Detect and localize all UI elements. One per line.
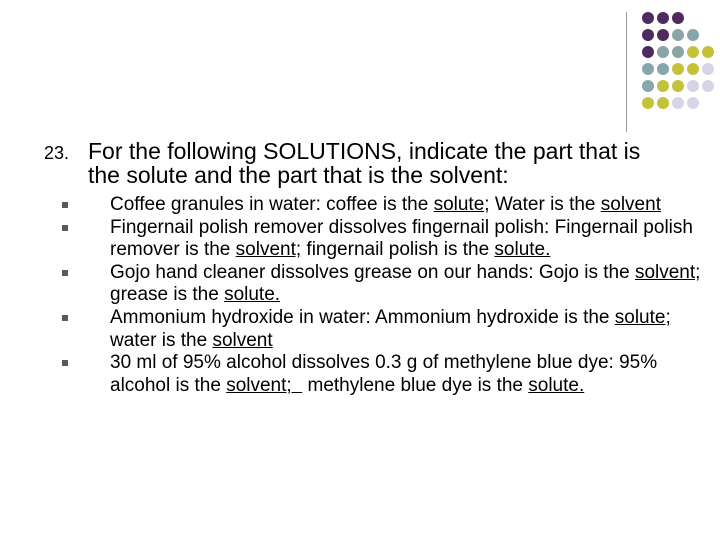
underlined-answer: solute. — [224, 284, 281, 306]
decor-dot — [672, 63, 684, 75]
decor-dot — [687, 46, 699, 58]
decor-dot — [642, 12, 654, 24]
decorative-dot-grid — [640, 10, 720, 120]
underlined-answer: solvent; — [634, 261, 701, 283]
underlined-answer: solute. — [494, 239, 551, 261]
decor-dot — [687, 80, 699, 92]
bullet-item: Ammonium hydroxide in water: Ammonium hydroxide is the solute; water is the solvent — [62, 307, 702, 352]
decor-dot — [642, 80, 654, 92]
bullet-item: Coffee granules in water: coffee is the solute; Water is the solvent — [62, 194, 702, 217]
decor-dot — [657, 29, 669, 41]
slide-heading: For the following SOLUTIONS, indicate the part that is the solute and the part that is the solvent: — [88, 138, 641, 188]
decor-dot — [642, 29, 654, 41]
bullet-square-icon — [62, 202, 68, 208]
bullet-item: Gojo hand cleaner dissolves grease on our hands: Gojo is the solvent; grease is the solute. — [62, 262, 702, 307]
decor-dot — [642, 46, 654, 58]
bullet-square-icon — [62, 360, 68, 366]
decor-dot — [642, 63, 654, 75]
bullet-item: Fingernail polish remover dissolves fingernail polish: Fingernail polish remover is the solvent; fingernail polish is the solute. — [62, 217, 702, 262]
decor-dot — [687, 63, 699, 75]
decor-dot — [657, 63, 669, 75]
decor-dot — [702, 80, 714, 92]
decor-dot — [657, 97, 669, 109]
decor-dot — [687, 97, 699, 109]
bullet-square-icon — [62, 315, 68, 321]
decor-dot — [702, 63, 714, 75]
decor-dot — [702, 46, 714, 58]
underlined-answer: solute; — [614, 306, 671, 328]
decor-dot — [672, 12, 684, 24]
decor-dot — [657, 12, 669, 24]
item-number: 23. — [44, 143, 70, 163]
decor-dot — [687, 29, 699, 41]
bullet-square-icon — [62, 225, 68, 231]
bullet-list — [62, 194, 702, 397]
bullet-item: 30 ml of 95% alcohol dissolves 0.3 g of methylene blue dye: 95% alcohol is the solvent; methylene blue dye is the solute. — [62, 352, 702, 397]
underlined-answer: solute. — [528, 374, 585, 396]
decor-dot — [642, 97, 654, 109]
underlined-answer: solute; — [433, 194, 490, 215]
decor-dot — [672, 80, 684, 92]
decor-dot — [657, 80, 669, 92]
underlined-answer: solvent; — [235, 239, 302, 261]
underlined-answer: solvent — [212, 329, 273, 351]
decorative-divider-line — [626, 12, 627, 132]
decor-dot — [657, 46, 669, 58]
decor-dot — [672, 29, 684, 41]
bullet-square-icon — [62, 270, 68, 276]
decor-dot — [672, 97, 684, 109]
decor-dot — [672, 46, 684, 58]
underlined-answer: solvent; — [226, 374, 303, 396]
underlined-answer: solvent — [600, 194, 661, 215]
